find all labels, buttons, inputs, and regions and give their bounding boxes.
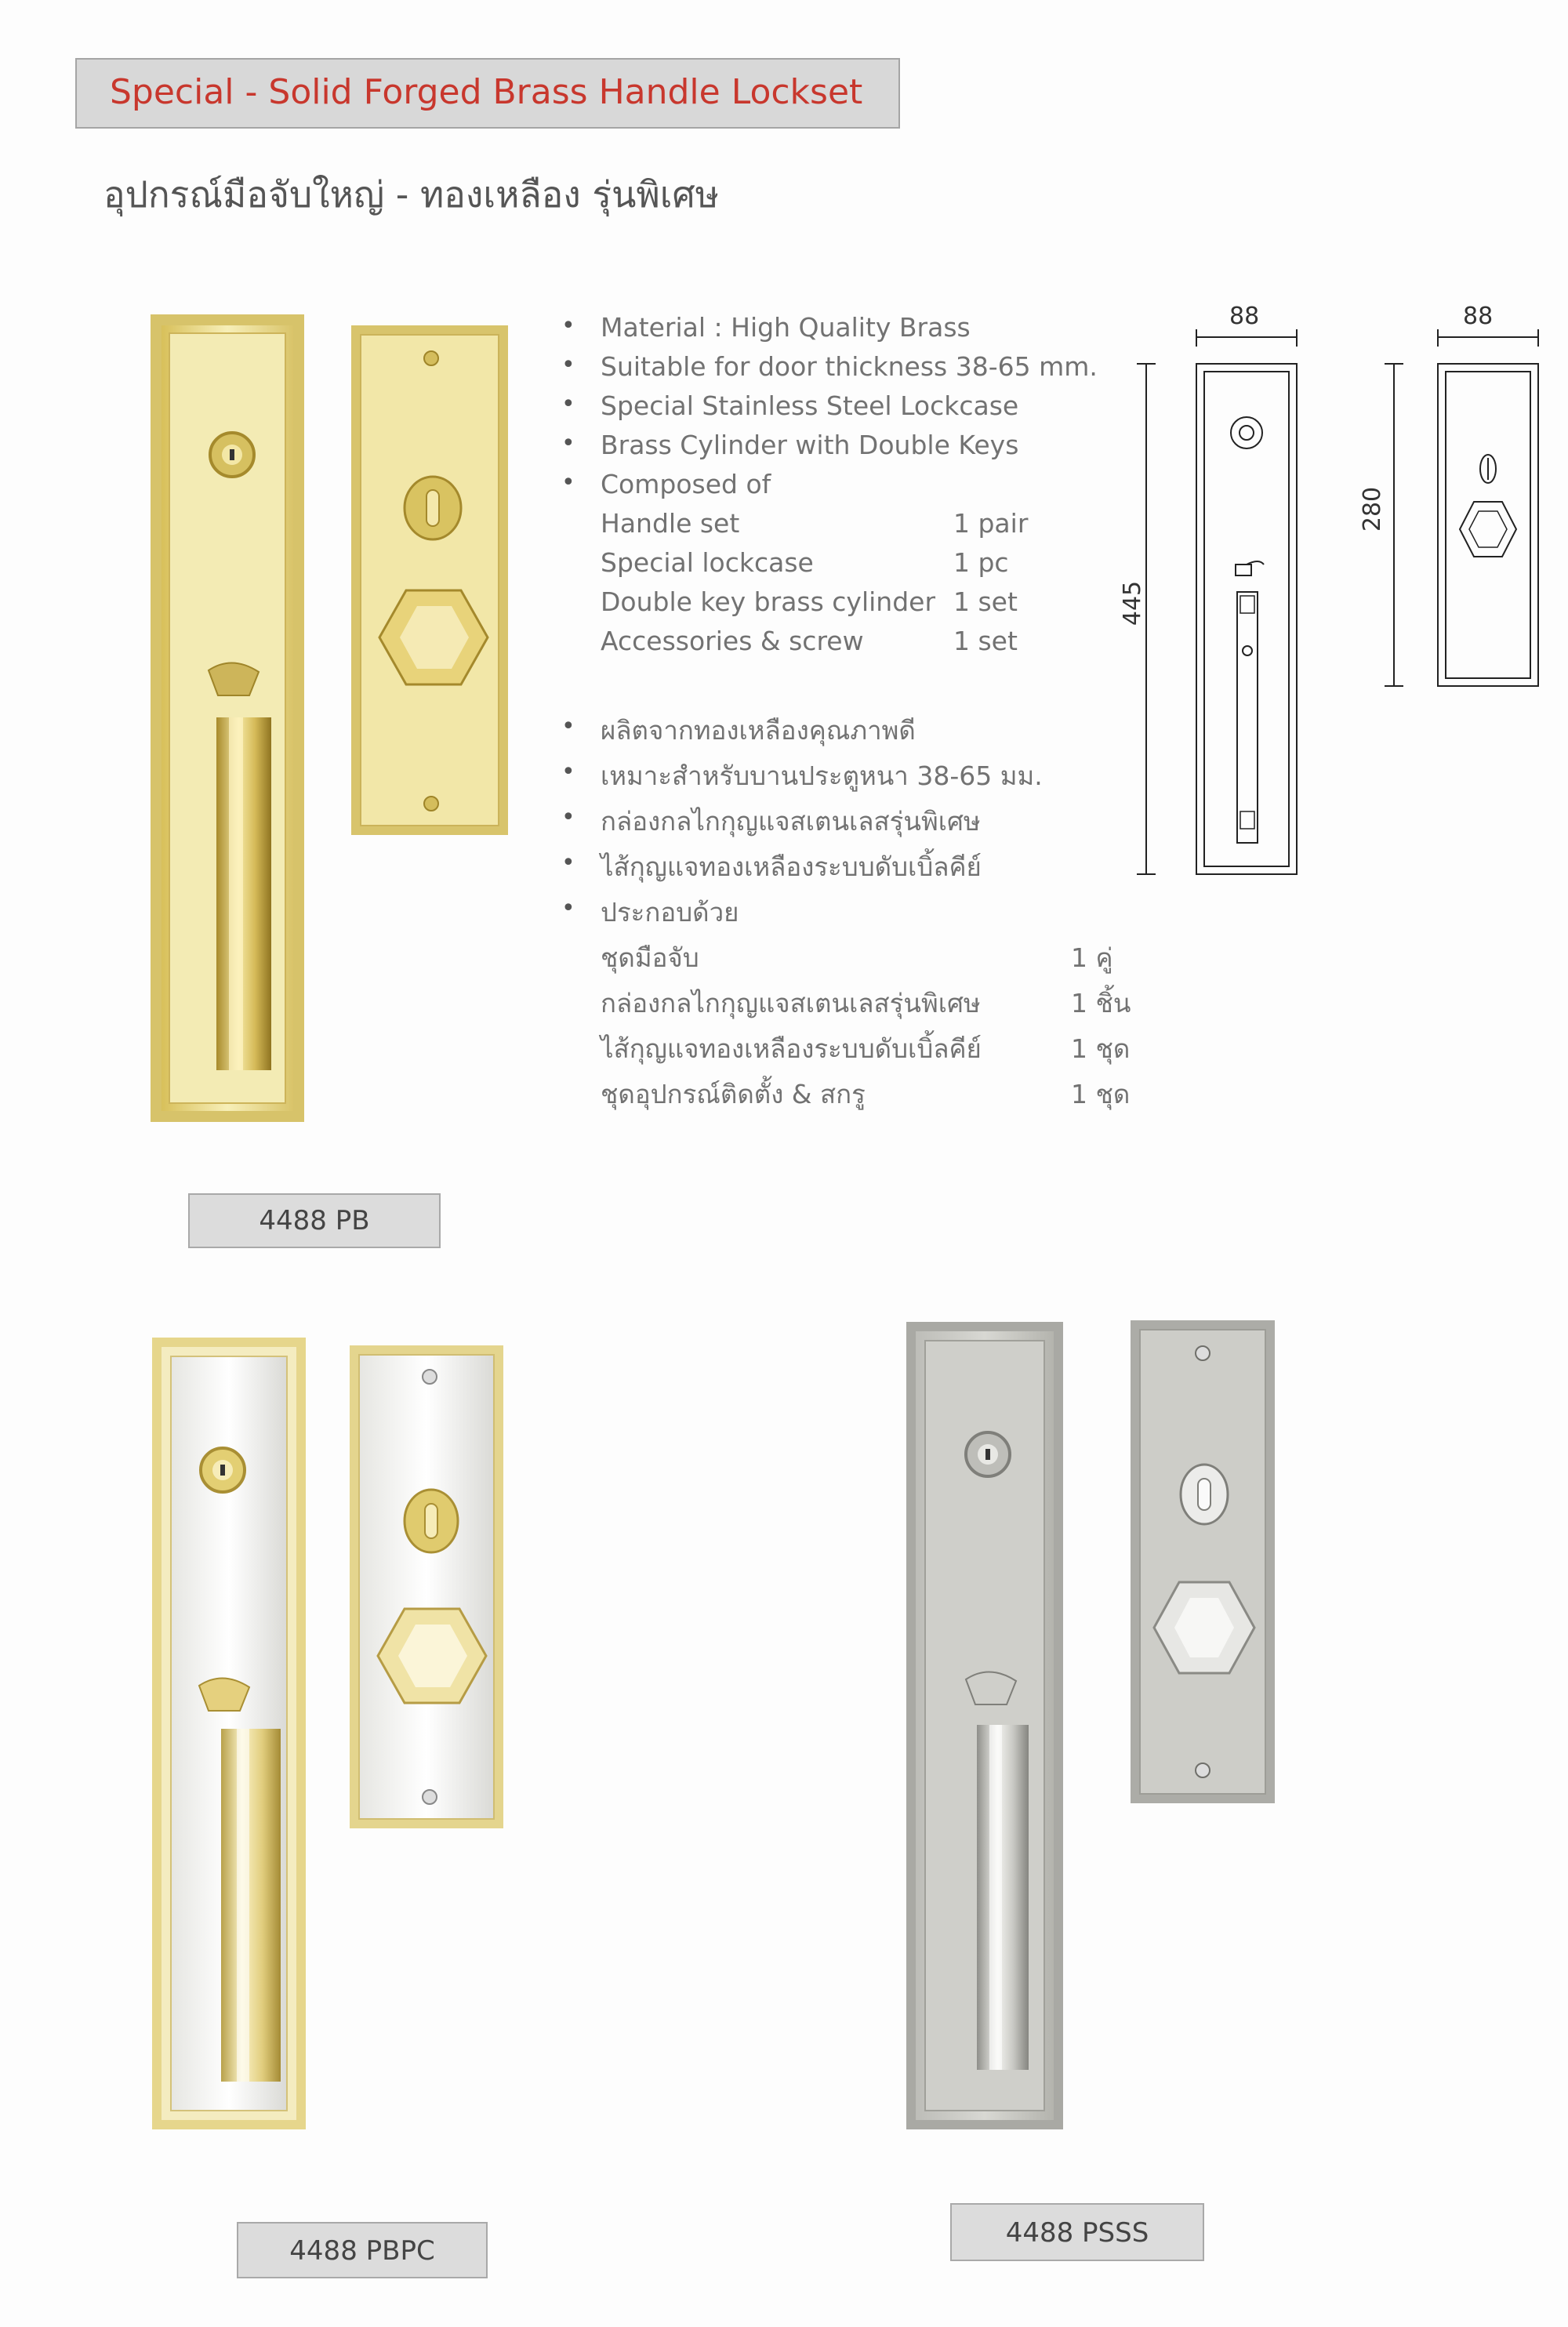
technical-drawing-back — [1364, 298, 1544, 690]
dimension-front-width: 88 — [1229, 303, 1260, 330]
product-image-4488-pb — [141, 310, 517, 1125]
dimension-back-height: 280 — [1359, 486, 1387, 532]
page-title: Special - Solid Forged Brass Handle Lockset — [110, 72, 863, 112]
product-caption-4488-pb: 4488 PB — [188, 1193, 441, 1248]
page-title-box — [75, 58, 900, 129]
product-image-4488-pbpc — [144, 1333, 513, 2133]
page-subtitle-thai: อุปกรณ์มือจับใหญ่ - ทองเหลือง รุ่นพิเศษ — [103, 173, 720, 216]
dimension-front-height: 445 — [1119, 580, 1147, 626]
product-caption-4488-psss: 4488 PSSS — [950, 2203, 1204, 2261]
technical-drawing-front — [1129, 298, 1325, 878]
dimension-back-width: 88 — [1463, 303, 1494, 330]
product-caption-4488-pbpc: 4488 PBPC — [237, 2222, 488, 2278]
product-image-4488-psss — [902, 1317, 1278, 2133]
